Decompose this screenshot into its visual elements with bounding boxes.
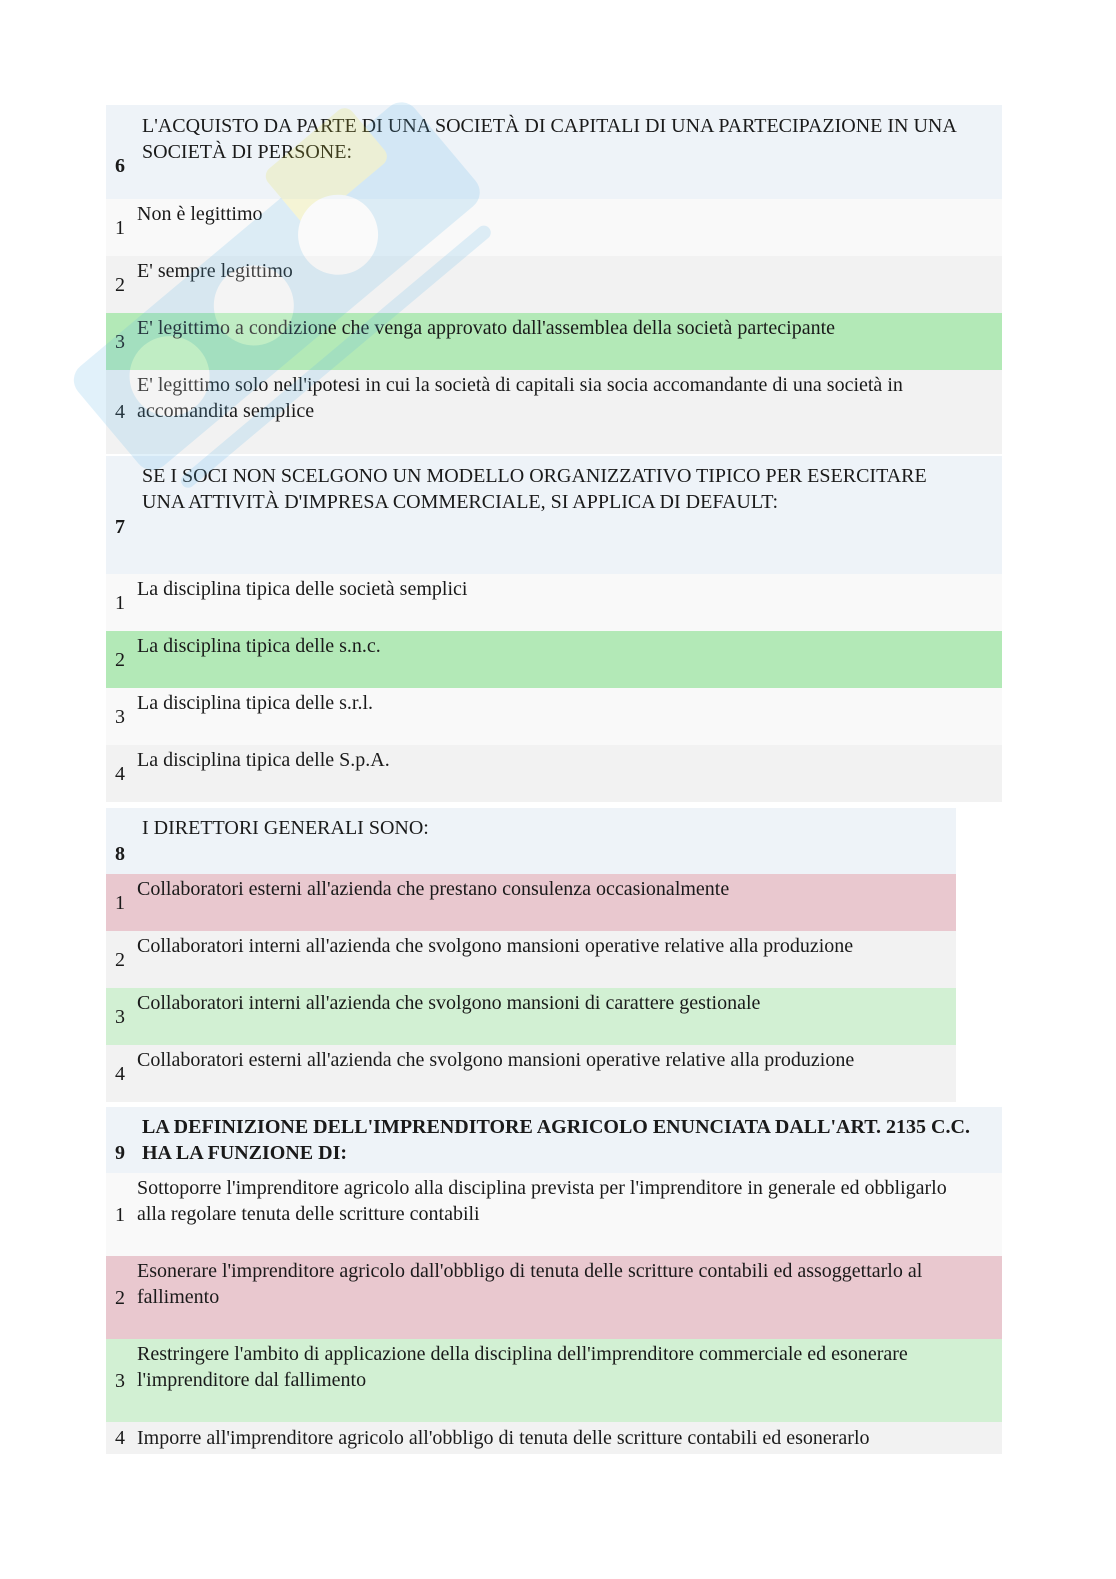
answer-text: E' sempre legittimo [137, 260, 293, 282]
answer-number: 2 [115, 1287, 125, 1309]
answer-option[interactable] [106, 745, 1002, 802]
answer-number: 4 [115, 763, 125, 785]
answer-option-wrong[interactable] [106, 1256, 1002, 1339]
answer-option[interactable] [106, 1422, 1002, 1454]
answer-text: Collaboratori interni all'azienda che svolgono mansioni operative relative alla produzione [137, 935, 854, 957]
question-text: LA DEFINIZIONE DELL'IMPRENDITORE AGRICOLO ENUNCIATA DALL'ART. 2135 C.C. HA LA FUNZIONE DI: [142, 1116, 970, 1164]
answer-text: La disciplina tipica delle S.p.A. [137, 749, 390, 771]
answer-text: E' legittimo solo nell'ipotesi in cui la società di capitali sia socia accomandante di una società in accomandita semplice [137, 374, 903, 422]
answer-option[interactable] [106, 931, 956, 988]
answer-text: Non è legittimo [137, 203, 263, 225]
answer-text: La disciplina tipica delle s.r.l. [137, 692, 374, 714]
answer-text: Restringere l'ambito di applicazione della disciplina dell'imprenditore commerciale ed esonerare l'imprenditore dal fallimento [137, 1343, 908, 1391]
answer-option[interactable] [106, 574, 1002, 631]
answer-option[interactable] [106, 688, 1002, 745]
answer-number: 3 [115, 706, 125, 728]
answer-text: Esonerare l'imprenditore agricolo dall'obbligo di tenuta delle scritture contabili ed assoggettarlo al fallimento [137, 1260, 923, 1308]
answer-text: Collaboratori esterni all'azienda che prestano consulenza occasionalmente [137, 878, 730, 900]
answer-number: 4 [115, 1427, 125, 1449]
answer-text: Sottoporre l'imprenditore agricolo alla disciplina prevista per l'imprenditore in generale ed obbligarlo alla regolare tenuta delle scritture contabili [137, 1177, 947, 1225]
question-block-9 [106, 1107, 1002, 1454]
answer-text: La disciplina tipica delle società semplici [137, 578, 468, 600]
answer-text: Imporre all'imprenditore agricolo all'obbligo di tenuta delle scritture contabili ed esonerarlo [137, 1427, 870, 1449]
question-header [106, 1107, 1002, 1173]
answer-option[interactable] [106, 199, 1002, 256]
question-number: 7 [115, 516, 125, 538]
answer-number: 3 [115, 1370, 125, 1392]
answer-number: 2 [115, 949, 125, 971]
answer-text: La disciplina tipica delle s.n.c. [137, 635, 381, 657]
question-text: L'ACQUISTO DA PARTE DI UNA SOCIETÀ DI CAPITALI DI UNA PARTECIPAZIONE IN UNA SOCIETÀ DI PERSONE: [142, 115, 956, 163]
answer-number: 1 [115, 217, 125, 239]
answer-option-wrong[interactable] [106, 874, 956, 931]
answer-option-correct[interactable] [106, 988, 956, 1045]
answer-option[interactable] [106, 1045, 956, 1102]
answer-number: 4 [115, 401, 125, 423]
question-header [106, 808, 956, 874]
question-header [106, 456, 1002, 574]
answer-option[interactable] [106, 370, 1002, 454]
question-text: SE I SOCI NON SCELGONO UN MODELLO ORGANIZZATIVO TIPICO PER ESERCITARE UNA ATTIVITÀ D'IMPRESA COMMERCIALE, SI APPLICA DI DEFAULT: [142, 465, 927, 513]
question-number: 8 [115, 843, 125, 865]
question-number: 6 [115, 155, 125, 177]
answer-number: 1 [115, 1204, 125, 1226]
answer-text: E' legittimo a condizione che venga approvato dall'assemblea della società partecipante [137, 317, 836, 339]
answer-option-correct[interactable] [106, 631, 1002, 688]
answer-option[interactable] [106, 1173, 1002, 1256]
answer-number: 1 [115, 592, 125, 614]
question-number: 9 [115, 1142, 125, 1164]
answer-number: 3 [115, 1006, 125, 1028]
answer-number: 4 [115, 1063, 125, 1085]
answer-option[interactable] [106, 256, 1002, 313]
question-header [106, 105, 1002, 199]
question-block-6 [106, 105, 1002, 454]
answer-number: 1 [115, 892, 125, 914]
answer-text: Collaboratori interni all'azienda che svolgono mansioni di carattere gestionale [137, 992, 761, 1014]
question-text: I DIRETTORI GENERALI SONO: [142, 817, 429, 839]
answer-text: Collaboratori esterni all'azienda che svolgono mansioni operative relative alla produzione [137, 1049, 855, 1071]
answer-number: 2 [115, 274, 125, 296]
question-block-7 [106, 456, 1002, 802]
answer-number: 3 [115, 331, 125, 353]
answer-number: 2 [115, 649, 125, 671]
answer-option-correct[interactable] [106, 313, 1002, 370]
answer-option-correct[interactable] [106, 1339, 1002, 1422]
question-block-8 [106, 808, 956, 1102]
